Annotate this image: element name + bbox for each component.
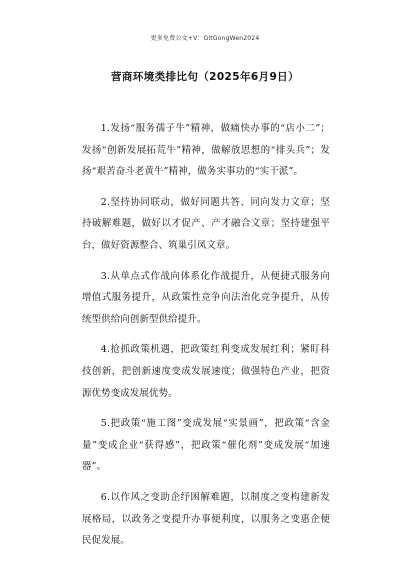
paragraph-1: 1.发扬“服务孺子牛”精神，做痛快办事的“店小二”；发扬“创新发展拓荒牛”精神，做解放思想的“排头兵”；发扬“艰苦奋斗老黄牛”精神，做务实事功的“实干派”。 bbox=[82, 123, 330, 178]
paragraph-2: 2.坚持协同联动，做好同题共答、同向发力文章；坚持破解难题，做好以才促产、产才融合文章；坚持建强平台，做好资源整合、筑巢引凤文章。 bbox=[82, 196, 330, 251]
paragraph-4: 4.抢抓政策机遇，把政策红利变成发展红利；紧盯科技创新，把创新速度变成发展速度；做强特色产业，把资源优势变成发展优势。 bbox=[82, 344, 330, 399]
paragraph-5: 5.把政策“施工图”变成发展“实景画”，把政策“含金量”变成企业“获得感”，把政策“催化剂”变成发展“加速器”。 bbox=[82, 418, 330, 473]
document-title: 营商环境类排比句（2025年6月9日） bbox=[111, 71, 299, 83]
paragraph-3: 3.从单点式作战向体系化作战提升，从便捷式服务向增值式服务提升，从政策性竞争向法治化竞争提升，从传统型供给向创新型供给提升。 bbox=[82, 270, 330, 325]
paragraph-6: 6.以作风之变助企纾困解难题，以制度之变构建新发展格局，以政务之变提升办事便利度，以服务之变惠企便民促发展。 bbox=[82, 491, 330, 547]
document-body bbox=[82, 118, 330, 561]
watermark: 更多免费公文+V：GitGongWen2024 bbox=[150, 35, 260, 42]
